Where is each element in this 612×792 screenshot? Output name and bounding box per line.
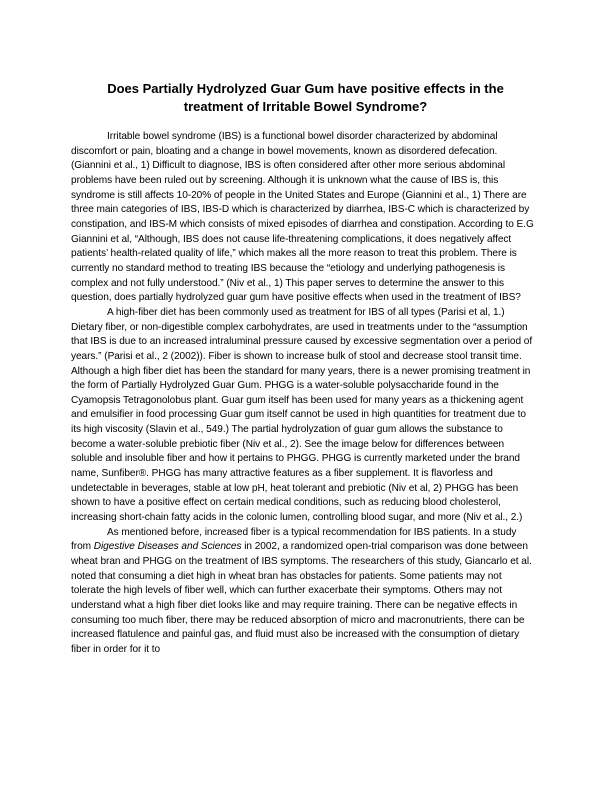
paragraph-2: A high-fiber diet has been commonly used as treatment for IBS of all types (Parisi et al, 1.) Dietary fiber, or non-digestible complex carbohydrates, are used in treatments under to the “assumption that IBS is due to an increased intraluminal pressure caused by excessive segmentation over a period of years.” (Parisi et al., 2 (2002)). Fiber is shown to increase bulk of stool and decrease stool transit time. Although a high fiber diet has been the standard for many years, there is a newer promising treatment in the form of Partially Hydrolyzed Guar Gum. PHGG is a water-soluble polysaccharide found in the Cyamopsis Tetragonolobus plant. Guar gum itself has been used for many years as a thickening agent and emulsifier in food processing Guar gum itself cannot be used in high quantities for treatment due to its high viscosity (Slavin et al., 549.) The partial hydrolyzation of guar gum allows the substance to become a water-soluble prebiotic fiber (Niv et al., 2). See the image below for differences between soluble and insoluble fiber and how it pertains to PHGG. PHGG is currently marketed under the brand name, Sunfiber®. PHGG has many attractive features as a fiber supplement. It is flavorless and undetectable in beverages, stable at low pH, heat tolerant and prebiotic (Niv et al, 2) PHGG has been shown to have a positive effect on certain medical conditions, such as reducing blood cholesterol, increasing short-chain fatty acids in the colonic lumen, controlling blood sugar, and more (Niv et al., 2.) [71,306,533,524]
paragraph-3 [71,526,536,658]
journal-title: Digestive Diseases and Sciences [93,541,242,553]
paragraph-1: Irritable bowel syndrome (IBS) is a functional bowel disorder characterized by abdominal discomfort or pain, bloating and a change in bowel movements, known as disordered defecation. (Giannini et al., 1) Difficult to diagnose, IBS is often considered after other more serious abdominal problems have been ruled out by screening. Although it is unknown what the cause of IBS is, this syndrome is still affects 10-20% of people in the United States and Europe (Giannini et al., 1) There are three main categories of IBS, IBS-D which is characterized by diarrhea, IBS-C which is characterized by constipation, and IBS-M which consists of mixed episodes of diarrhea and constipation. According to E.G Giannini et al, “Although, IBS does not cause life-threatening complications, it does negatively affect patients’ health-related quality of life,” which makes all the more reason to treat this problem. There is currently no standard method to treating IBS because the “etiology and underlying pathogenesis is complex and not fully understood.” (Niv et al., 1) This paper serves to determine the answer to this question, does partially hydrolyzed guar gum have positive effects when used in the treatment of IBS? [71,131,534,304]
document-body [71,130,536,658]
paragraph-3-text-start: As mentioned before, increased fiber is a typical recommendation for IBS patients. In a study from [71,526,517,553]
page-title [71,80,536,116]
title-line-2: treatment of Irritable Bowel Syndrome? [183,99,428,114]
paragraph-3-text-end: in 2002, a randomized open-trial comparison was done between wheat bran and PHGG on the treatment of IBS symptoms. The researchers of this study, Giancarlo et al. noted that consuming a diet high in wheat bran has obstacles for patients. Some patients may not tolerate the high levels of fiber well, which can further exacerbate their symptoms. Others may not understand what a high fiber diet looks like and may require training. There can be negative effects in consuming too much fiber, there may be reduced absorption of micro and macronutrients, there can be increased flatulence and painful gas, and fluid must also be increased with the consumption of dietary fiber in order for it to [71,541,532,655]
title-line-1: Does Partially Hydrolyzed Guar Gum have positive effects in the [107,81,504,96]
